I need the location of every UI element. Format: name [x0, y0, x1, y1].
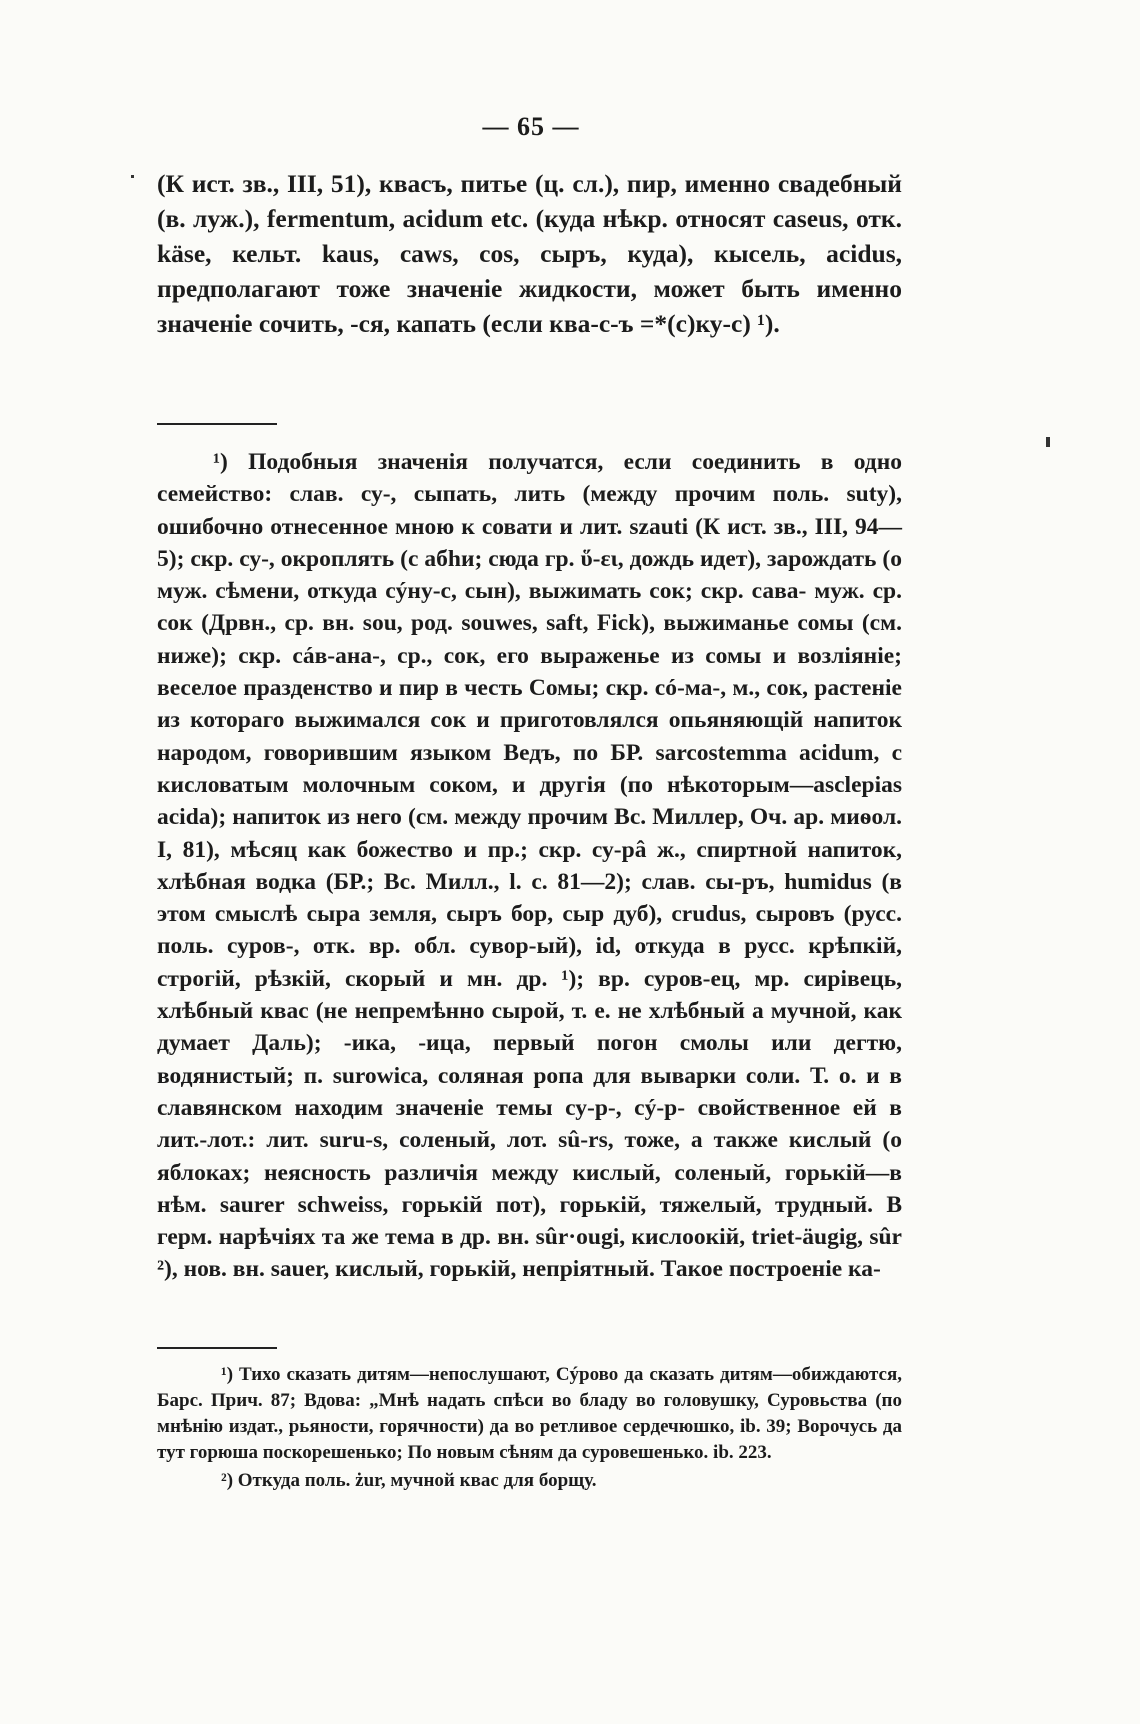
page-number: — 65 — — [482, 112, 580, 141]
main-text-block — [157, 166, 902, 341]
subfootnote-2: ²) Откуда поль. żur, мучной квас для борщу. — [221, 1470, 597, 1491]
scan-speck — [1046, 437, 1050, 447]
footnote-block-2 — [157, 1362, 902, 1496]
footnote-divider — [157, 423, 277, 425]
footnote-block-1 — [157, 446, 902, 1286]
scan-speck — [131, 175, 134, 178]
main-paragraph: (К ист. зв., III, 51), квасъ, питье (ц. сл.), пир, именно свадебный (в. луж.), fermentum, acidum etc. (куда нѣкр. относят caseus, отк. käse, кельт. kaus, caws, cos, сыръ, куда), кысель, acidus, предполагают тоже значеніе жидкости, может быть именно значеніе сочить, -ся, капать (если ква-с-ъ =*(с)ку-с) ¹). — [157, 169, 902, 338]
subfootnote-1: ¹) Тихо сказать дитям—непослушают, Сýрово да сказать дитям—обиждаются, Барс. Прич. 87; Вдова: „Мнѣ надать спѣси во бладу во головушку, Суровьства (по мнѣнію издат., рьяности, горячности) да во ретливое сердечюшко, ib. 39; Ворочусь да тут горюша поскорешенько; По новым сѣням да суровешенько. ib. 223. — [157, 1364, 902, 1463]
subfootnote-divider — [157, 1347, 277, 1349]
footnote-1-paragraph: ¹) Подобныя значенія получатся, если соединить в одно семейство: слав. су-, сыпать, лить (между прочим поль. suty), ошибочно отнесенное мною к совати и лит. szauti (К ист. зв., III, 94—5); скр. су-, окроплять (с абhи; сюда гр. ὕ-ει, дождь идет), зарождать (о муж. сѣмени, откуда сýну-с, сын), выжимать сок; скр. сава- муж. ср. сок (Дрвн., ср. вн. sou, род. souwes, saft, Fick), выжиманье сомы (см. ниже); скр. сáв-ана-, ср., сок, его выраженье из сомы и возліяніе; веселое празденство и пир в честь Сомы; скр. сó-ма-, м., сок, растеніе из котораго выжимался сок и приготовлялся опьяняющій напиток народом, говорившим языком Ведъ, по БР. sarcostemma acidum, с кисловатым молочным соком, и другія (по нѣкоторым—asclepias acida); напиток из него (см. между прочим Вс. Миллер, Оч. ар. миѳол. I, 81), мѣсяц как божество и пр.; скр. су-рâ ж., спиртной напиток, хлѣбная водка (БР.; Вс. Милл., l. с. 81—2); слав. сы-ръ, humidus (в этом смыслѣ сыра земля, сыръ бор, сыр дуб), crudus, сыровъ (русс. поль. суров-, отк. вр. обл. сувор-ый), id, откуда в русс. крѣпкій, строгій, рѣзкій, скорый и мн. др. ¹); вр. суров-ец, мр. сирівець, хлѣбный квас (не непремѣнно сырой, т. е. не хлѣбный а мучной, как думает Даль); -ика, -ица, первый погон смолы или дегтю, водянистый; п. surowica, соляная ропа для выварки соли. Т. о. и в славянском находим значеніе темы су-р-, сý-р- свойственное ей в лит.-лот.: лит. suru-s, соленый, лот. sû-rs, тоже, а также кислый (о яблоках; неясность различія между кислый, соленый, горькій—в нѣм. saurer schweiss, горькій пот), горькій, тяжелый, трудный. В герм. нарѣчіях та же тема в др. вн. sûr·ougi, кислоокій, triet-äugig, sûr ²), нов. вн. sauer, кислый, горькій, непріятный. Такое построеніе ка- — [157, 449, 902, 1283]
